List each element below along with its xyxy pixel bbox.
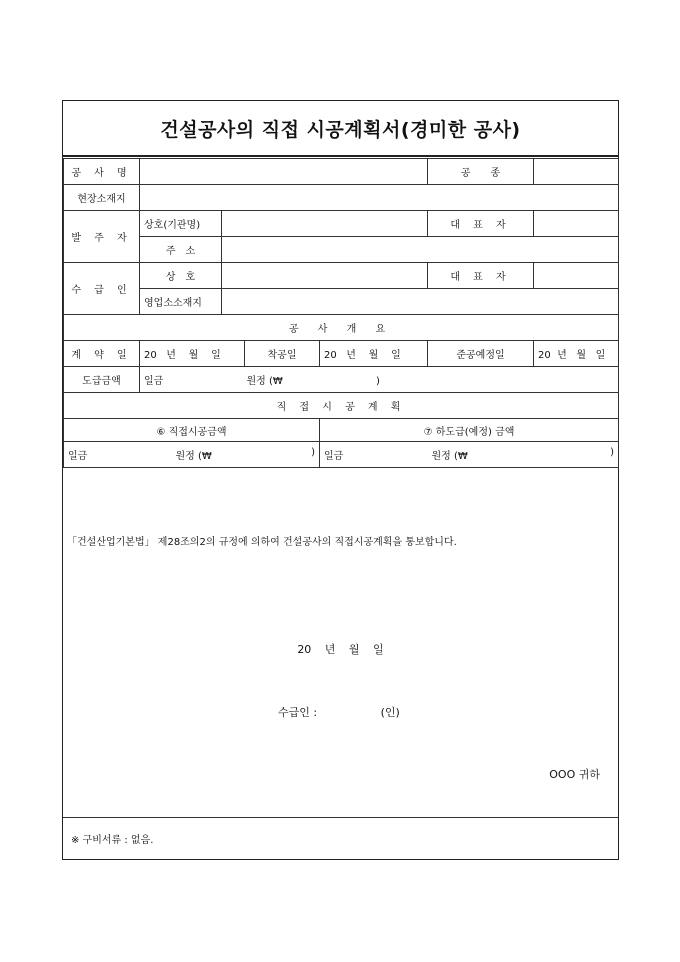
year-unit: 년 (557, 350, 567, 361)
project-name-field[interactable] (140, 159, 428, 185)
row-plan-values (64, 442, 619, 468)
client-label: 발 주 자 (64, 211, 140, 263)
signer-line (278, 704, 400, 720)
amount-close: ) (376, 376, 380, 387)
row-plan-header (64, 393, 619, 419)
row-plan-columns (64, 419, 619, 442)
row-client-address (64, 237, 619, 263)
business-location-label: 영업소소재지 (140, 289, 222, 315)
contractor-representative-field[interactable] (534, 263, 619, 289)
start-date-label: 착공일 (245, 341, 320, 367)
client-address-field[interactable] (222, 237, 619, 263)
client-address-label: 주 소 (140, 237, 222, 263)
subcontract-amount-header: ⑦ 하도급(예정) 금액 (320, 419, 619, 442)
month-unit: 월 (368, 350, 379, 361)
form-sheet (62, 100, 619, 860)
amount-won: 원정 (₩ (246, 376, 283, 387)
client-trade-name-label: 상호(기관명) (140, 211, 222, 237)
year-unit: 년 (346, 350, 356, 361)
work-type-field[interactable] (534, 159, 619, 185)
site-location-field[interactable] (140, 185, 619, 211)
contractor-label: 수 급 인 (64, 263, 140, 315)
year-prefix: 20 (144, 350, 157, 361)
month-unit: 월 (576, 350, 587, 361)
site-location-label: 현장소재지 (64, 185, 140, 211)
direct-amount-header: ⑥ 직접시공금액 (64, 419, 320, 442)
completion-date-field[interactable] (534, 341, 619, 367)
addressee: OOO 귀하 (549, 768, 600, 781)
date-line: 20 년 월 일 (297, 643, 384, 656)
row-project-name (64, 159, 619, 185)
month-unit: 월 (188, 350, 199, 361)
form-title: 건설공사의 직접 시공계획서(경미한 공사) (63, 101, 618, 157)
row-contractor-trade (64, 263, 619, 289)
day-unit: 일 (211, 350, 221, 361)
row-contract-amount (64, 367, 619, 393)
project-name-label: 공 사 명 (64, 159, 140, 185)
amount-prefix: 일금 (68, 451, 88, 462)
year-unit: 년 (166, 350, 176, 361)
row-overview-header (64, 315, 619, 341)
client-representative-field[interactable] (534, 211, 619, 237)
amount-won: 원정 (₩ (431, 451, 468, 462)
row-business-location (64, 289, 619, 315)
amount-prefix: 일금 (144, 376, 164, 387)
client-trade-name-field[interactable] (222, 211, 428, 237)
row-site-location (64, 185, 619, 211)
work-type-label: 공 종 (428, 159, 534, 185)
plan-header: 직 접 시 공 계 획 (64, 393, 619, 419)
amount-won: 원정 (₩ (175, 451, 212, 462)
row-client-trade (64, 211, 619, 237)
client-representative-label: 대 표 자 (428, 211, 534, 237)
business-location-field[interactable] (222, 289, 619, 315)
day-unit: 일 (391, 350, 401, 361)
contract-date-label: 계 약 일 (64, 341, 140, 367)
overview-header: 공 사 개 요 (64, 315, 619, 341)
amount-close: ) (610, 447, 615, 458)
contractor-trade-name-field[interactable] (222, 263, 428, 289)
contract-amount-label: 도급금액 (64, 367, 140, 393)
amount-close: ) (311, 447, 315, 458)
row-dates (64, 341, 619, 367)
direct-amount-field[interactable] (64, 442, 320, 468)
footer-note: ※ 구비서류 : 없음. (63, 817, 618, 859)
contractor-representative-label: 대 표 자 (428, 263, 534, 289)
signer-label: 수급인 : (278, 706, 318, 719)
contractor-trade-name-label: 상 호 (140, 263, 222, 289)
day-unit: 일 (595, 350, 606, 361)
form-table (63, 158, 619, 468)
notice-text: 「건설산업기본법」 제28조의2의 규정에 의하여 건설공사의 직접시공계획을 통보합니다. (67, 537, 457, 548)
contract-amount-field[interactable] (140, 367, 619, 393)
start-date-field[interactable] (320, 341, 428, 367)
subcontract-amount-field[interactable] (320, 442, 619, 468)
contract-date-field[interactable] (140, 341, 245, 367)
seal-mark: (인) (380, 706, 400, 719)
amount-prefix: 일금 (324, 451, 344, 462)
year-prefix: 20 (324, 350, 337, 361)
completion-date-label: 준공예정일 (428, 341, 534, 367)
year-prefix: 20 (538, 350, 551, 361)
